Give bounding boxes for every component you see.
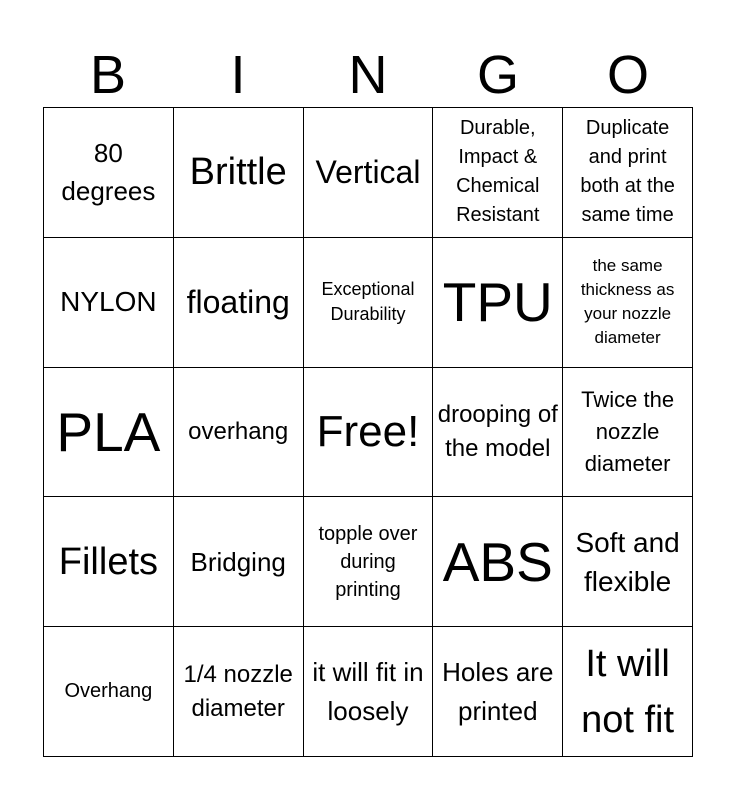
cell-text: drooping of the model xyxy=(437,400,558,462)
cell-text: Exceptional Durability xyxy=(321,279,415,325)
cell-text: TPU xyxy=(442,271,553,334)
header-letter-b: B xyxy=(89,45,127,105)
cell-text: 80 degrees xyxy=(61,138,156,207)
cell-text: PLA xyxy=(56,400,161,463)
cell-text: Bridging xyxy=(190,546,286,577)
bingo-cell[interactable] xyxy=(563,497,693,627)
bingo-cell[interactable] xyxy=(563,627,693,757)
bingo-cell[interactable] xyxy=(44,368,174,498)
cell-text: Holes are printed xyxy=(442,656,554,726)
bingo-cell[interactable] xyxy=(563,238,693,368)
bingo-cell[interactable] xyxy=(563,368,693,498)
cell-text: topple over during printing xyxy=(318,522,418,601)
bingo-grid xyxy=(43,107,693,757)
header-letter-g: G xyxy=(476,45,519,105)
cell-text: Free! xyxy=(316,406,420,456)
bingo-cell[interactable] xyxy=(563,108,693,238)
header-letter-i: I xyxy=(230,45,246,105)
cell-text: floating xyxy=(186,284,290,321)
bingo-cell[interactable] xyxy=(433,627,563,757)
bingo-cell[interactable] xyxy=(44,497,174,627)
bingo-cell[interactable] xyxy=(44,627,174,757)
bingo-cell[interactable] xyxy=(174,238,304,368)
bingo-cell[interactable] xyxy=(304,108,434,238)
header-letter-o: O xyxy=(606,45,649,105)
bingo-cell[interactable] xyxy=(174,108,304,238)
cell-text: Fillets xyxy=(58,540,159,583)
header-letter-n: N xyxy=(348,45,388,105)
bingo-cell[interactable] xyxy=(433,108,563,238)
cell-text: Brittle xyxy=(189,151,287,194)
bingo-cell[interactable] xyxy=(174,627,304,757)
cell-text: It will not fit xyxy=(581,642,675,741)
cell-text: the same thickness as your nozzle diameter xyxy=(580,256,675,348)
cell-text: Vertical xyxy=(315,154,421,191)
bingo-header xyxy=(43,42,693,108)
bingo-cell[interactable] xyxy=(433,368,563,498)
cell-text: Duplicate and print both at the same time xyxy=(580,117,675,227)
cell-text: 1/4 nozzle diameter xyxy=(183,660,293,722)
cell-text: Soft and flexible xyxy=(575,526,680,597)
bingo-cell[interactable] xyxy=(304,238,434,368)
cell-text: Twice the nozzle diameter xyxy=(581,386,675,476)
bingo-cell[interactable] xyxy=(433,238,563,368)
bingo-cell[interactable] xyxy=(304,627,434,757)
cell-text: Durable, Impact & Chemical Resistant xyxy=(456,117,540,227)
bingo-cell[interactable] xyxy=(44,108,174,238)
cell-text: NYLON xyxy=(60,286,157,318)
bingo-cell[interactable] xyxy=(304,368,434,498)
cell-text: overhang xyxy=(188,417,289,445)
cell-text: Overhang xyxy=(64,680,153,703)
bingo-cell[interactable] xyxy=(304,497,434,627)
bingo-cell[interactable] xyxy=(174,497,304,627)
bingo-cell[interactable] xyxy=(433,497,563,627)
bingo-cell[interactable] xyxy=(44,238,174,368)
cell-text: it will fit in loosely xyxy=(312,656,424,726)
cell-text: ABS xyxy=(442,530,553,593)
bingo-cell[interactable] xyxy=(174,368,304,498)
